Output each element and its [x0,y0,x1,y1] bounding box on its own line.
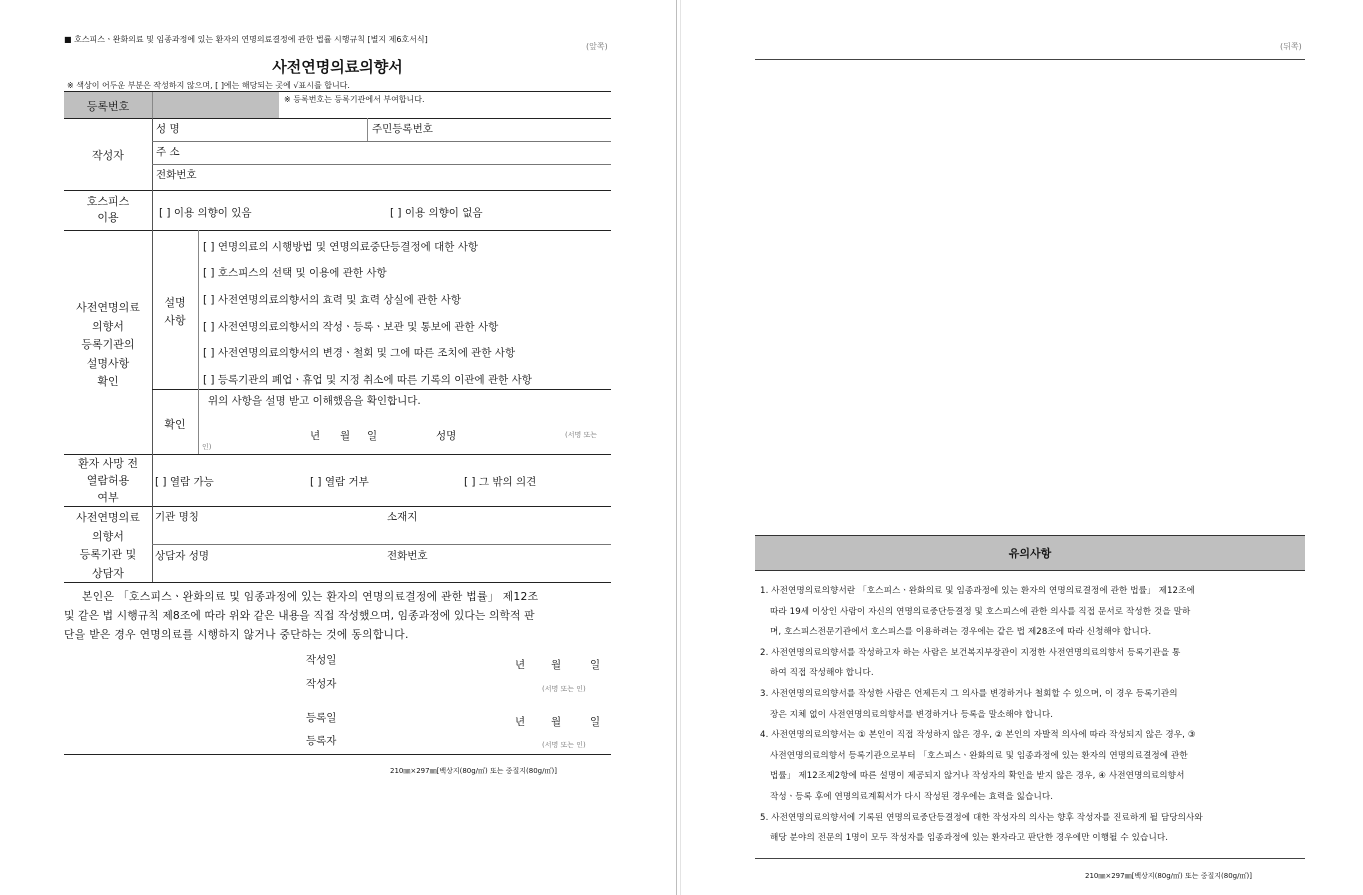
page-separator [676,0,677,895]
view-label-line: 여부 [97,491,119,504]
agency-label-line: 상담자 [92,566,124,580]
confirm-sign-label: 성명 [436,430,457,442]
explain-label-line: 설명사항 [86,356,130,370]
agency-label [64,509,152,583]
written-year: 년 [515,659,526,671]
confirm-month-label: 월 [340,430,351,442]
writer-address-field[interactable]: 주 소 [156,146,180,158]
reg-number-label: 등록번호 [86,100,130,113]
confirm-year-label: 년 [310,430,321,442]
written-date-label: 작성일 [306,654,337,666]
view-divider [152,454,153,506]
form-instruction: ※ 색상이 어두운 부분은 작성하지 않으며, [ ]에는 해당되는 곳에 √표시를 합니다. [67,81,350,90]
notes-line: 작성ㆍ등록 후에 연명의료계획서가 다시 작성된 경우에는 효력을 잃습니다. [770,791,1054,802]
view-label-line: 열람허용 [86,474,130,487]
explain-label [64,299,152,392]
notes-line: 2. 사전연명의료의향서를 작성하고자 하는 사람은 보건복지부장관이 지정한 사전연명의료의향서 등록기관을 통 [760,647,1181,658]
explain-items-bottom [152,389,611,390]
consent-line: 단을 받은 경우 연명의료를 시행하지 않거나 중단하는 것에 동의합니다. [64,628,409,641]
confirm-seal-end: 인) [202,443,212,451]
writer-divider [152,118,153,190]
reg-month: 월 [551,716,562,728]
reg-divider [152,92,153,118]
view-label-line: 환자 사망 전 [77,457,139,470]
notes-line: 따라 19세 이상인 사람이 자신의 연명의료중단등결정 및 호스피스에 관한 의사를 직접 문서로 작성한 것을 말하 [770,606,1191,617]
back-top-border [755,59,1305,60]
written-day: 일 [590,659,601,671]
agency-label-line: 의향서 [92,529,124,543]
hospice-divider [152,190,153,230]
notes-line: 장은 지체 없이 사전연명의료의향서를 변경하거나 등록을 말소해야 합니다. [770,709,1054,720]
notes-line: 사전연명의료의향서 등록기관으로부터 「호스피스ㆍ완화의료 및 임종과정에 있는 환자의 연명의료결정에 관한 [770,750,1188,761]
explain-label-line: 확인 [97,375,119,388]
reg-year: 년 [515,716,526,728]
view-bottom [64,506,611,507]
writer-rrn-field[interactable]: 주민등록번호 [372,123,433,135]
written-month: 월 [551,659,562,671]
consent-statement [64,587,611,644]
page-separator-shadow [680,0,681,895]
confirm-divider [198,389,199,454]
hospice-label-line2: 이용 [97,211,119,224]
counselor-name-field[interactable]: 상담자 성명 [155,550,210,562]
explain-label-line: 의향서 [92,319,124,333]
writer-line-1 [152,141,611,142]
writer-name-divider [367,118,368,141]
notes-line: 4. 사전연명의료의향서는 ① 본인이 직접 작성하지 않은 경우, ② 본인의 자발적 의사에 따라 작성되지 않은 경우, ③ [760,730,1196,741]
confirm-sign-or-seal[interactable]: (서명 또는 [565,431,598,439]
explain-sub-label [152,294,198,330]
explain-item-checkbox[interactable]: [ ] 사전연명의료의향서의 변경ㆍ철회 및 그에 따른 조치에 관한 사항 [203,347,516,359]
agency-label-line: 등록기관 및 [79,548,137,561]
explain-label-line: 사전연명의료 [76,301,140,314]
agency-name-field[interactable]: 기관 명칭 [155,511,199,523]
hospice-label-line1: 호스피스 [86,195,130,208]
notes-title: 유의사항 [1008,547,1052,560]
form-law-header: ■ 호스피스ㆍ완화의료 및 임종과정에 있는 환자의 연명의료결정에 관한 법률 시행규칙 [별지 제6호서식] [64,35,428,44]
confirm-day-label: 일 [367,430,378,442]
reg-row-bottom [64,118,611,119]
explain-item-checkbox[interactable]: [ ] 등록기관의 폐업ㆍ휴업 및 지정 취소에 따른 기록의 이관에 관한 사항 [203,374,532,386]
writer-sign-label: 작성자 [306,678,337,690]
writer-label: 작성자 [92,149,124,162]
agency-line [152,544,611,545]
view-deny-checkbox[interactable]: [ ] 열람 거부 [310,476,369,488]
back-side-label: (뒤쪽) [1280,42,1302,51]
view-allow-checkbox[interactable]: [ ] 열람 가능 [155,476,214,488]
writer-sign-or-seal[interactable]: (서명 또는 인) [542,685,586,693]
writer-phone-field[interactable]: 전화번호 [156,169,197,181]
hospice-bottom [64,230,611,231]
explain-item-checkbox[interactable]: [ ] 사전연명의료의향서의 효력 및 효력 상실에 관한 사항 [203,294,462,306]
agency-phone-field[interactable]: 전화번호 [387,550,428,562]
confirm-text: 위의 사항을 설명 받고 이해했음을 확인합니다. [208,395,421,407]
notes-line: 1. 사전연명의료의향서란 「호스피스ㆍ완화의료 및 임종과정에 있는 환자의 연명의료결정에 관한 법률」 제12조에 [760,586,1195,596]
front-bottom-border [64,754,611,755]
explain-sub-label-line: 설명 [164,296,186,309]
explain-label-line: 등록기관의 [81,338,135,351]
form-title: 사전연명의료의향서 [272,58,403,76]
view-other-checkbox[interactable]: [ ] 그 밖의 의견 [464,476,537,488]
explain-item-checkbox[interactable]: [ ] 사전연명의료의향서의 작성ㆍ등록ㆍ보관 및 통보에 관한 사항 [203,321,499,333]
registrar-sign-label: 등록자 [306,735,337,747]
hospice-label [64,194,152,226]
notes-line: 하여 직접 작성해야 합니다. [770,668,874,679]
registrar-sign-or-seal[interactable]: (서명 또는 인) [542,741,586,749]
reg-date-label: 등록일 [306,712,337,724]
explain-sub-label-line: 사항 [164,314,186,327]
writer-bottom [64,190,611,191]
writer-line-2 [152,164,611,165]
hospice-no-checkbox[interactable]: [ ] 이용 의향이 없음 [390,207,483,219]
back-bottom-border [755,858,1305,859]
notes-line: 3. 사전연명의료의향서를 작성한 사람은 언제든지 그 의사를 변경하거나 철회할 수 있으며, 이 경우 등록기관의 [760,688,1178,699]
hospice-yes-checkbox[interactable]: [ ] 이용 의향이 있음 [159,207,252,219]
consent-line: 본인은 「호스피스ㆍ완화의료 및 임종과정에 있는 환자의 연명의료결정에 관한 법률」 제12조 [82,590,539,603]
confirm-label: 확인 [164,418,186,431]
consent-line: 및 같은 법 시행규칙 제8조에 따라 위와 같은 내용을 직접 작성했으며, 임종과정에 있다는 의학적 판 [64,609,535,622]
notes-line: 며, 호스피스전문기관에서 호스피스를 이용하려는 경우에는 같은 법 제28조에 따라 신청해야 합니다. [770,627,1152,638]
agency-bottom [64,582,611,583]
reg-number-note: ※ 등록번호는 등록기관에서 부여합니다. [284,95,425,104]
notes-line: 해당 분야의 전문의 1명이 모두 작성자를 임종과정에 있는 환자라고 판단한 경우에만 이행될 수 있습니다. [770,833,1169,844]
agency-label-line: 사전연명의료 [76,511,140,524]
notes-line: 법률」 제12조제2항에 따른 설명이 제공되지 않거나 작성자의 확인을 받지 않은 경우, ④ 사전연명의료의향서 [770,771,1185,782]
explain-item-checkbox[interactable]: [ ] 호스피스의 선택 및 이용에 관한 사항 [203,267,387,279]
agency-location-field[interactable]: 소재지 [387,511,418,523]
writer-name-field[interactable]: 성 명 [156,123,180,135]
notes-line: 5. 사전연명의료의향서에 기록된 연명의료중단등결정에 대한 작성자의 의사는 향후 작성자를 진료하게 될 담당의사와 [760,812,1203,823]
view-label [64,455,152,506]
page-side-label: (앞쪽) [586,42,608,51]
back-paper-spec: 210㎜×297㎜[백상지(80g/㎡) 또는 중질지(80g/㎡)] [1085,872,1252,880]
explain-item-checkbox[interactable]: [ ] 연명의료의 시행방법 및 연명의료중단등결정에 대한 사항 [203,241,478,253]
notes-body [760,581,1306,849]
front-paper-spec: 210㎜×297㎜[백상지(80g/㎡) 또는 중질지(80g/㎡)] [390,767,557,775]
reg-day: 일 [590,716,601,728]
explain-sub-divider [198,230,199,389]
